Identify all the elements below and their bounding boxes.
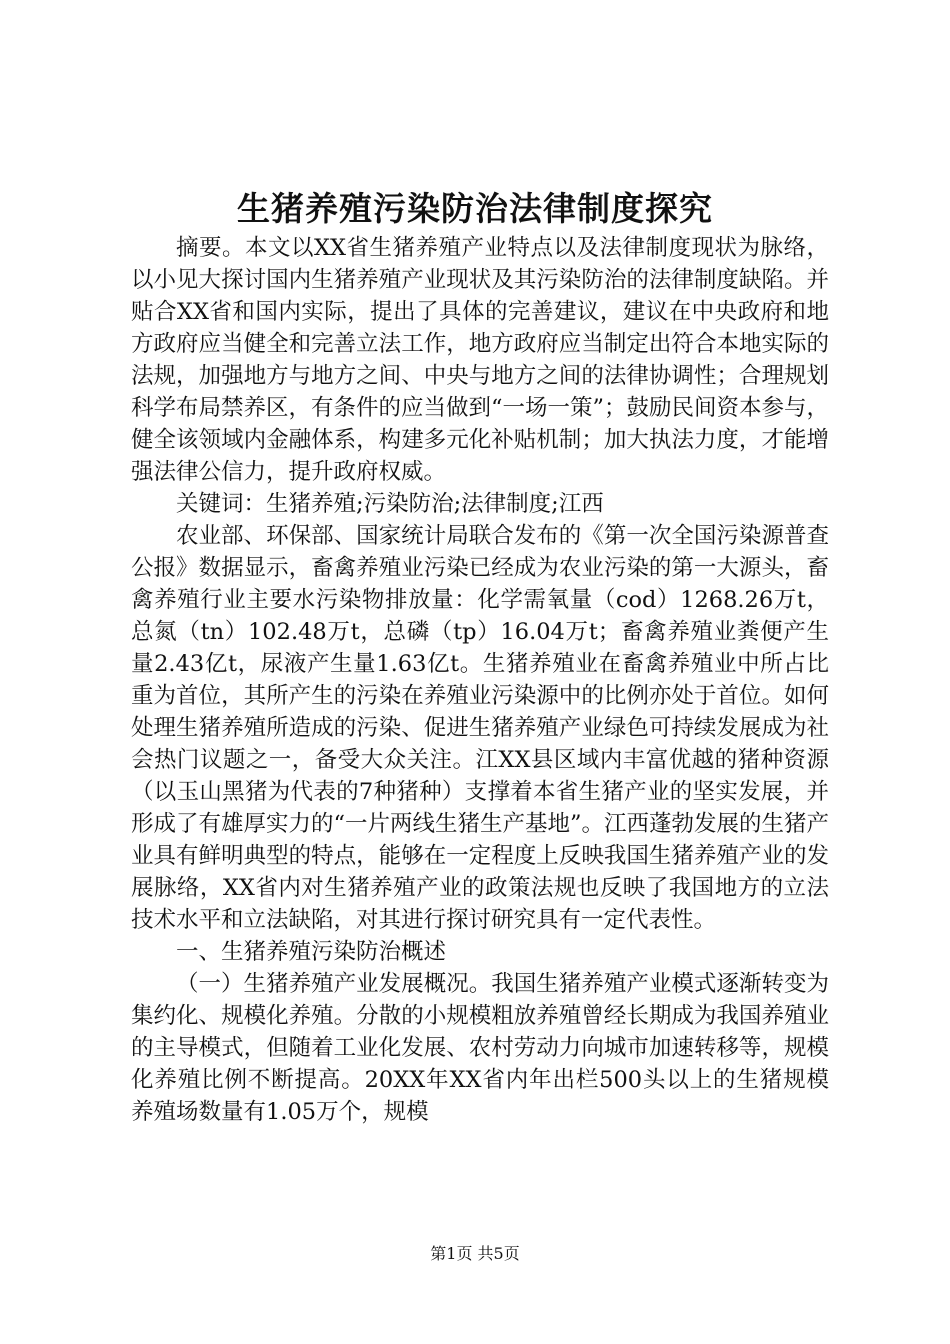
keywords-paragraph: 关键词：生猪养殖;污染防治;法律制度;江西 xyxy=(176,491,604,517)
page-number-footer: 第1页 共5页 xyxy=(430,1244,520,1263)
intro-paragraph: 农业部、环保部、国家统计局联合发布的《第一次全国污染源普查公报》数据显示，畜禽养殖业污染已经成为农业污染的第一大源头，畜禽养殖行业主要水污染物排放量：化学需氧量（cod）1268.26万t，总氮（tn）102.48万t，总磷（tp）16.04万t；畜禽养殖业粪便产生量2.43亿t，尿液产生量1.63亿t。生猪养殖业在畜禽养殖业中所占比重为首位，其所产生的污染在养殖业污染源中的比例亦处于首位。如何处理生猪养殖所造成的污染、促进生猪养殖产业绿色可持续发展成为社会热门议题之一，备受大众关注。江XX县区域内丰富优越的猪种资源（以玉山黑猪为代表的7种猪种）支撑着本省生猪产业的坚实发展，并形成了有雄厚实力的“一片两线生猪生产基地”。江西蓬勃发展的生猪产业具有鲜明典型的特点，能够在一定程度上反映我国生猪养殖产业的发展脉络，XX省内对生猪养殖产业的政策法规也反映了我国地方的立法技术水平和立法缺陷，对其进行探讨研究具有一定代表性。 xyxy=(131,523,830,933)
section-heading: 一、生猪养殖污染防治概述 xyxy=(176,939,447,965)
document-title: 生猪养殖污染防治法律制度探究 xyxy=(237,189,713,228)
document-body xyxy=(131,232,829,1128)
abstract-paragraph: 摘要。本文以XX省生猪养殖产业特点以及法律制度现状为脉络，以小见大探讨国内生猪养殖产业现状及其污染防治的法律制度缺陷。并贴合XX省和国内实际，提出了具体的完善建议，建议在中央政府和地方政府应当健全和完善立法工作，地方政府应当制定出符合本地实际的法规，加强地方与地方之间、中央与地方之间的法律协调性；合理规划科学布局禁养区，有条件的应当做到“一场一策”；鼓励民间资本参与，健全该领域内金融体系，构建多元化补贴机制；加大执法力度，才能增强法律公信力，提升政府权威。 xyxy=(131,235,830,485)
subsection-paragraph: （一）生猪养殖产业发展概况。我国生猪养殖产业模式逐渐转变为集约化、规模化养殖。分散的小规模粗放养殖曾经长期成为我国养殖业的主导模式，但随着工业化发展、农村劳动力向城市加速转移等，规模化养殖比例不断提高。20XX年XX省内年出栏500头以上的生猪规模养殖场数量有1.05万个，规模 xyxy=(131,971,829,1125)
